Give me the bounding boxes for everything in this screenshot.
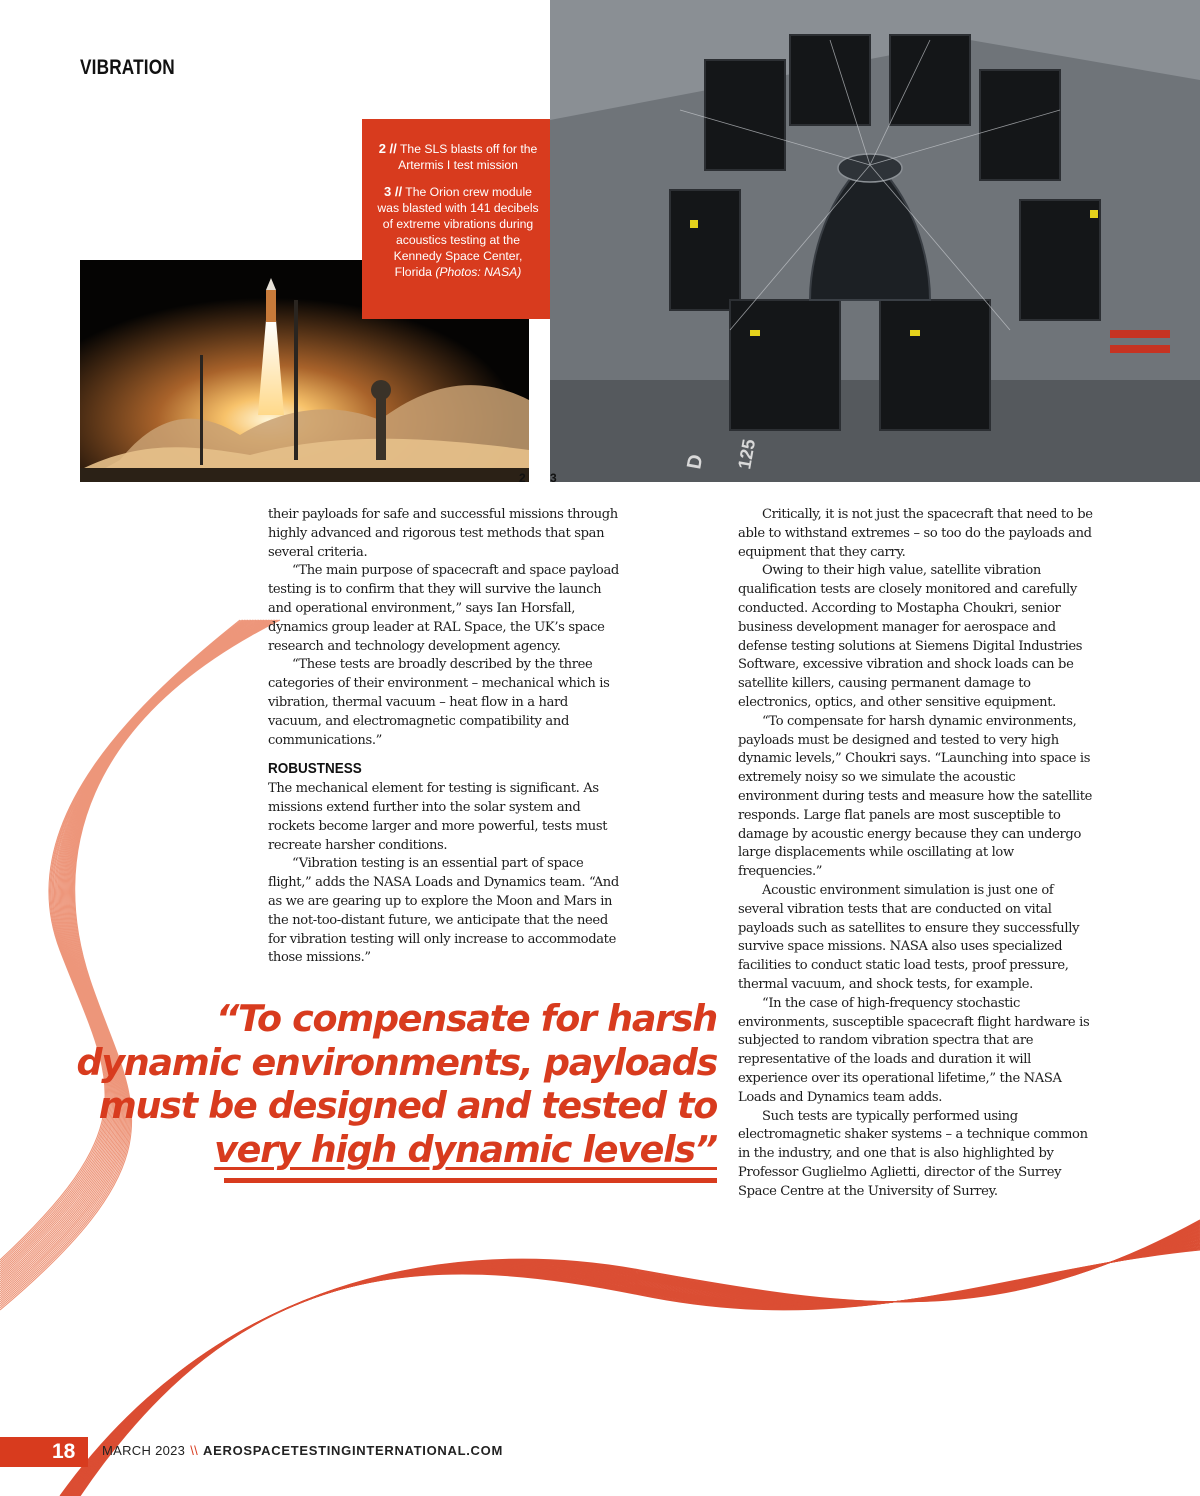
paragraph: Such tests are typically performed using electromagnetic shaker systems – a technique common in the industry, and one that is also highlighted by Professor Guglielmo Aglietti, director of the Surrey Space Centre at the University of Surrey. [738, 1108, 1088, 1199]
photo-caption-box [362, 119, 550, 319]
page-number: 18 [52, 1440, 76, 1463]
photo-number-2: 2 [519, 471, 526, 485]
paragraph: Owing to their high value, satellite vibration qualification tests are closely monitored and carefully conducted. According to Mostapha Choukri, senior business development manager for aerospace and defense testing solutions at Siemens Digital Industries Software, excessive vibration and shock loads can be satellite killers, causing permanent damage to electronics, optics, and other sensitive equipment. [738, 563, 1083, 710]
pull-quote-line: dynamic environments, payloads [76, 1040, 717, 1084]
caption-3 [374, 184, 542, 280]
caption-2-text: The SLS blasts off for the Artermis I test mission [398, 142, 538, 172]
website-link[interactable]: AEROSPACETESTINGINTERNATIONAL.COM [203, 1443, 503, 1458]
caption-2 [374, 141, 542, 173]
paragraph: Critically, it is not just the spacecraft that need to be able to withstand extremes – so too do the payloads and equipment that they carry. [738, 507, 1093, 560]
paragraph: “The main purpose of spacecraft and space payload testing is to confirm that they will survive the launch and operational environment,” says Ian Horsfall, dynamics group leader at RAL Space, the UK’s space research and technology development agency. [268, 563, 619, 654]
article-column-right [738, 506, 1096, 1201]
pull-quote-line: must be designed and tested to [98, 1084, 717, 1127]
paragraph: “To compensate for harsh dynamic environments, payloads must be designed and tested to very high dynamic levels,” Choukri says. “Launching into space is extremely noisy so we simulate the acoustic environment during tests and measure how the satellite responds. Large flat panels are most susceptible to damage by acoustic energy because they can undergo large displacements while oscillating at low frequencies.” [738, 713, 1093, 880]
footer-separator: \\ [190, 1443, 199, 1458]
caption-3-number: 3 // [384, 184, 403, 199]
caption-3-text: The Orion crew module was blasted with 141 decibels of extreme vibrations during acoustics testing at the Kennedy Space Center, Florida [377, 185, 539, 279]
footer [102, 1443, 503, 1458]
paragraph: The mechanical element for testing is significant. As missions extend further into the solar system and rockets become larger and more powerful, tests must recreate harsher conditions. [268, 781, 608, 853]
paragraph: their payloads for safe and successful missions through highly advanced and rigorous test methods that span several criteria. [268, 507, 618, 560]
caption-2-number: 2 // [378, 141, 397, 156]
floor-marking-125: 125 [734, 437, 760, 471]
pull-quote-rule [224, 1178, 717, 1183]
photo-number-3: 3 [550, 471, 557, 485]
paragraph: “Vibration testing is an essential part of space flight,” adds the NASA Loads and Dynamics team. “And as we are gearing up to explore the Moon and Mars in the not-too-distant future, we anticipate that the need for vibration testing will only increase to accommodate those missions.” [268, 856, 619, 966]
paragraph: “In the case of high-frequency stochastic environments, susceptible spacecraft flight hardware is subjected to random vibration spectra that are representative of the loads and duration it will experience over its operational lifetime,” the NASA Loads and Dynamics team adds. [738, 995, 1090, 1105]
article-column-left [268, 506, 623, 968]
floor-marking-d: D [683, 452, 708, 471]
pull-quote-line: “To compensate for harsh [215, 997, 717, 1040]
section-label: VIBRATION [80, 56, 175, 79]
subheading-robustness: ROBUSTNESS [268, 760, 362, 778]
photo-credit: (Photos: NASA) [435, 265, 522, 279]
pull-quote [60, 997, 717, 1171]
orion-acoustic-test-photo [550, 0, 1200, 482]
pull-quote-line: very high dynamic levels” [214, 1127, 717, 1171]
issue-date: MARCH 2023 [102, 1443, 186, 1458]
paragraph: “These tests are broadly described by the three categories of their environment – mechanical which is vibration, thermal vacuum – heat flow in a hard vacuum, and electromagnetic compatibility and communications.” [268, 657, 610, 748]
paragraph: Acoustic environment simulation is just one of several vibration tests that are conducted on vital payloads such as satellites to ensure they successfully survive space missions. NASA also uses specialized facilities to conduct static load tests, proof pressure, thermal vacuum, and shock tests, for example. [738, 882, 1080, 992]
